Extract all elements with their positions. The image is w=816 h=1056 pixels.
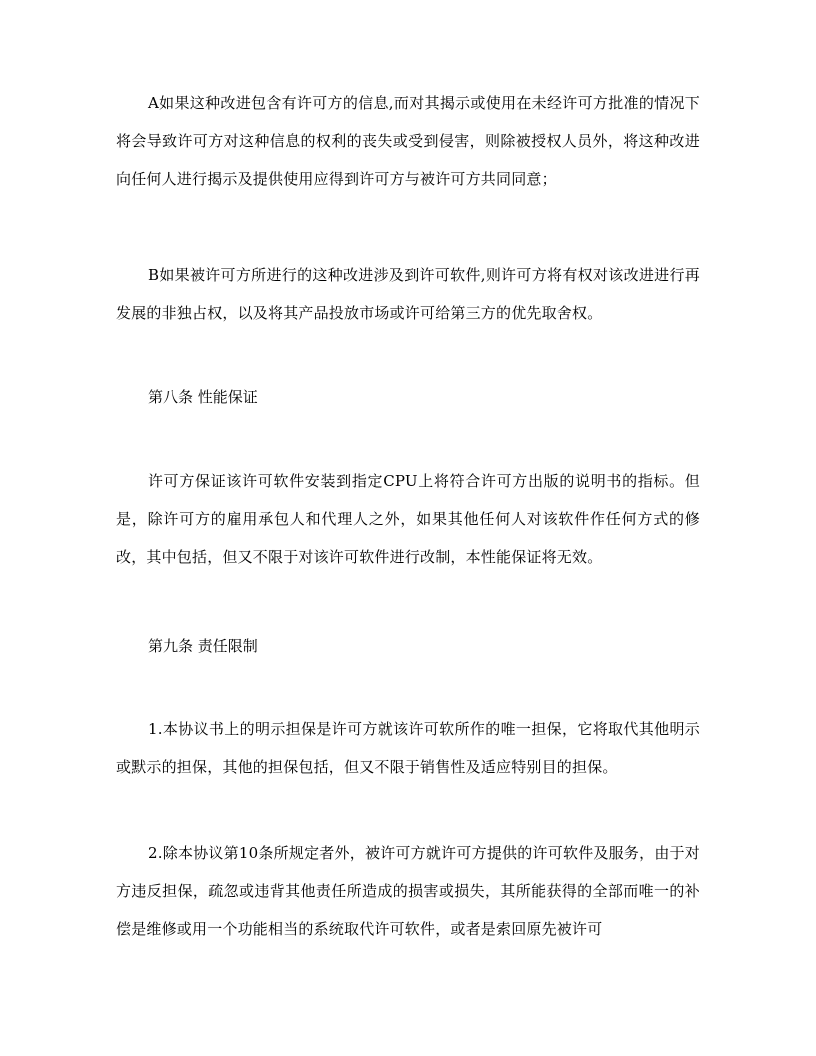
heading-article-9: 第九条 责任限制 — [148, 637, 258, 655]
paragraph-limitation-1: 1.本协议书上的明示担保是许可方就该许可软所作的唯一担保，它将取代其他明示或默示的担保，其他的担保包括，但又不限于销售性及适应特别目的担保。 — [116, 720, 700, 776]
paragraph-improvement-b: B如果被许可方所进行的这种改进涉及到许可软件,则许可方将有权对该改进进行再发展的非独占权，以及将其产品投放市场或许可给第三方的优先取舍权。 — [116, 266, 700, 322]
paragraph-improvement-a: A如果这种改进包含有许可方的信息,而对其揭示或使用在未经许可方批准的情况下将会导致许可方对这种信息的权利的丧失或受到侵害，则除被授权人员外，将这种改进向任何人进行揭示及提供使用应得到许可方与被许可方共同同意； — [116, 94, 700, 188]
heading-article-8: 第八条 性能保证 — [148, 388, 258, 406]
paragraph-performance-warranty: 许可方保证该许可软件安装到指定CPU上将符合许可方出版的说明书的指标。但是，除许可方的雇用承包人和代理人之外，如果其他任何人对该软件作任何方式的修改，其中包括，但又不限于对该许可软件进行改制，本性能保证将无效。 — [116, 472, 700, 566]
paragraph-limitation-2: 2.除本协议第10条所规定者外，被许可方就许可方提供的许可软件及服务，由于对方违反担保，疏忽或违背其他责任所造成的损害或损失，其所能获得的全部而唯一的补偿是维修或用一个功能相当的系统取代许可软件，或者是索回原先被许可 — [116, 844, 700, 938]
